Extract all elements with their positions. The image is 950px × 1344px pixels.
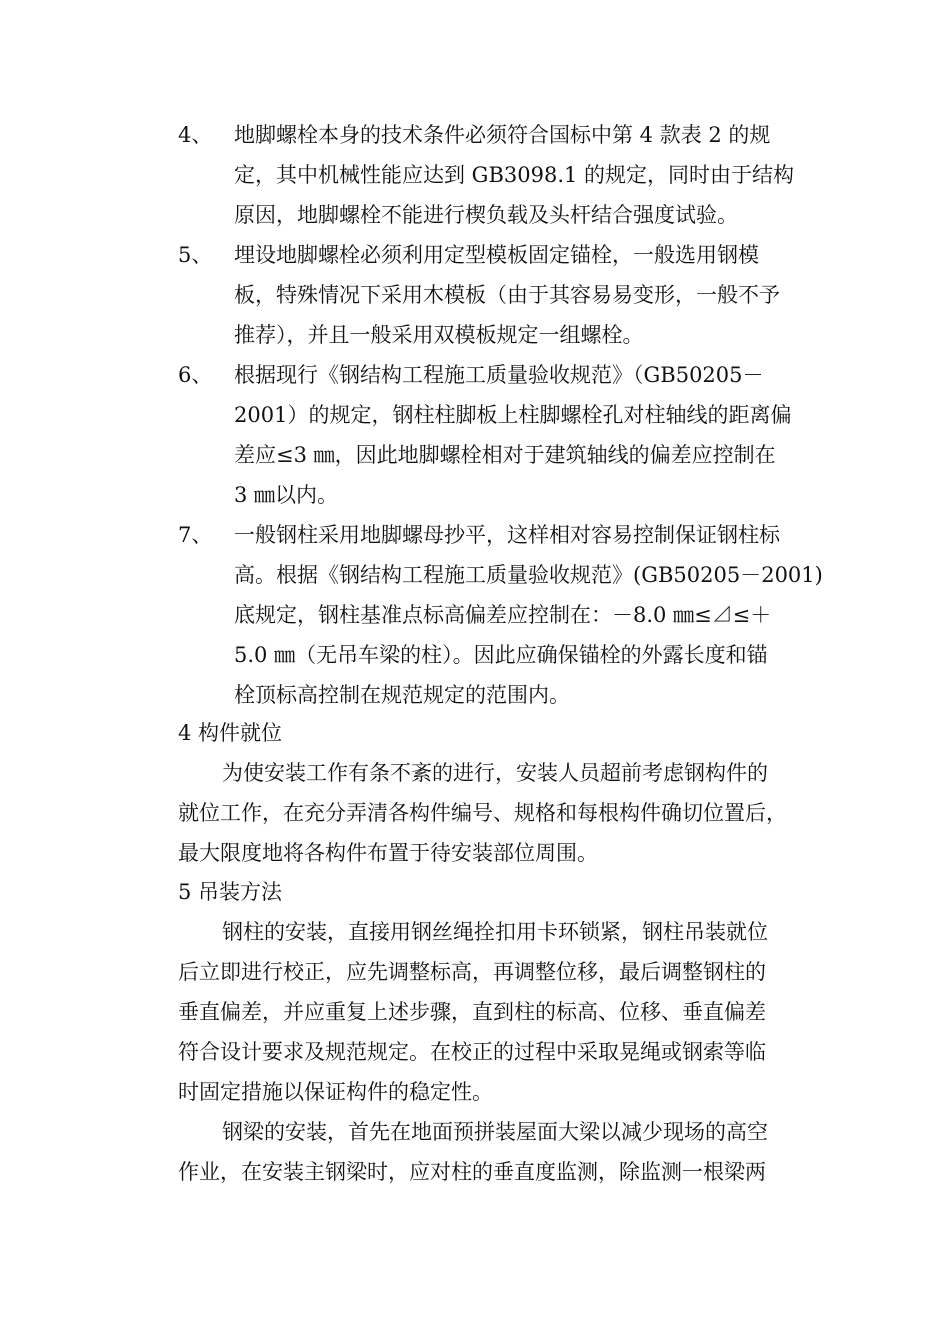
paragraph-line: 符合设计要求及规范规定。在校正的过程中采取晃绳或钢索等临 bbox=[178, 1040, 766, 1064]
item-text-line: 埋设地脚螺栓必须利用定型模板固定锚栓，一般选用钢模 bbox=[234, 243, 759, 267]
paragraph-line: 为使安装工作有条不紊的进行，安装人员超前考虑钢构件的 bbox=[222, 761, 768, 785]
paragraph-line: 作业，在安装主钢梁时，应对柱的垂直度监测，除监测一根梁两 bbox=[178, 1160, 766, 1184]
paragraph-line: 后立即进行校正，应先调整标高，再调整位移，最后调整钢柱的 bbox=[178, 960, 766, 984]
item-text-line: 根据现行《钢结构工程施工质量验收规范》（GB50205－ bbox=[234, 363, 764, 387]
item-text-line: 推荐），并且一般采用双模板规定一组螺栓。 bbox=[234, 323, 644, 347]
item-number: 4、 bbox=[178, 123, 213, 147]
paragraph-line: 最大限度地将各构件布置于待安装部位周围。 bbox=[178, 841, 598, 865]
paragraph-line: 就位工作，在充分弄清各构件编号、规格和每根构件确切位置后， bbox=[178, 801, 787, 825]
item-text-line: 高。根据《钢结构工程施工质量验收规范》(GB50205－2001) bbox=[234, 563, 823, 587]
item-number: 6、 bbox=[178, 363, 213, 387]
item-text-line: 5.0 ㎜（无吊车梁的柱）。因此应确保锚栓的外露长度和锚 bbox=[234, 643, 768, 667]
item-text-line: 原因，地脚螺栓不能进行楔负载及头杆结合强度试验。 bbox=[234, 203, 738, 227]
item-text-line: 定，其中机械性能应达到 GB3098.1 的规定，同时由于结构 bbox=[234, 163, 795, 187]
paragraph-line: 钢梁的安装，首先在地面预拼装屋面大梁以减少现场的高空 bbox=[222, 1120, 768, 1144]
item-number: 5、 bbox=[178, 243, 213, 267]
item-text-line: 栓顶标高控制在规范规定的范围内。 bbox=[234, 683, 570, 707]
paragraph-line: 钢柱的安装，直接用钢丝绳拴扣用卡环锁紧，钢柱吊装就位 bbox=[222, 920, 768, 944]
paragraph-line: 垂直偏差，并应重复上述步骤，直到柱的标高、位移、垂直偏差 bbox=[178, 1000, 766, 1024]
item-number: 7、 bbox=[178, 523, 213, 547]
section-heading: 4 构件就位 bbox=[178, 721, 283, 745]
paragraph-line: 时固定措施以保证构件的稳定性。 bbox=[178, 1080, 493, 1104]
item-text-line: 2001）的规定，钢柱柱脚板上柱脚螺栓孔对柱轴线的距离偏 bbox=[234, 403, 792, 427]
section-heading: 5 吊装方法 bbox=[178, 880, 283, 904]
item-text-line: 地脚螺栓本身的技术条件必须符合国标中第 4 款表 2 的规 bbox=[234, 123, 771, 147]
item-text-line: 一般钢柱采用地脚螺母抄平，这样相对容易控制保证钢柱标 bbox=[234, 523, 780, 547]
item-text-line: 板，特殊情况下采用木模板（由于其容易易变形，一般不予 bbox=[234, 283, 780, 307]
item-text-line: 底规定，钢柱基准点标高偏差应控制在：－8.0 ㎜≤⊿≤＋ bbox=[234, 603, 772, 627]
item-text-line: 3 ㎜以内。 bbox=[234, 483, 339, 507]
item-text-line: 差应≤3 ㎜，因此地脚螺栓相对于建筑轴线的偏差应控制在 bbox=[234, 443, 776, 467]
